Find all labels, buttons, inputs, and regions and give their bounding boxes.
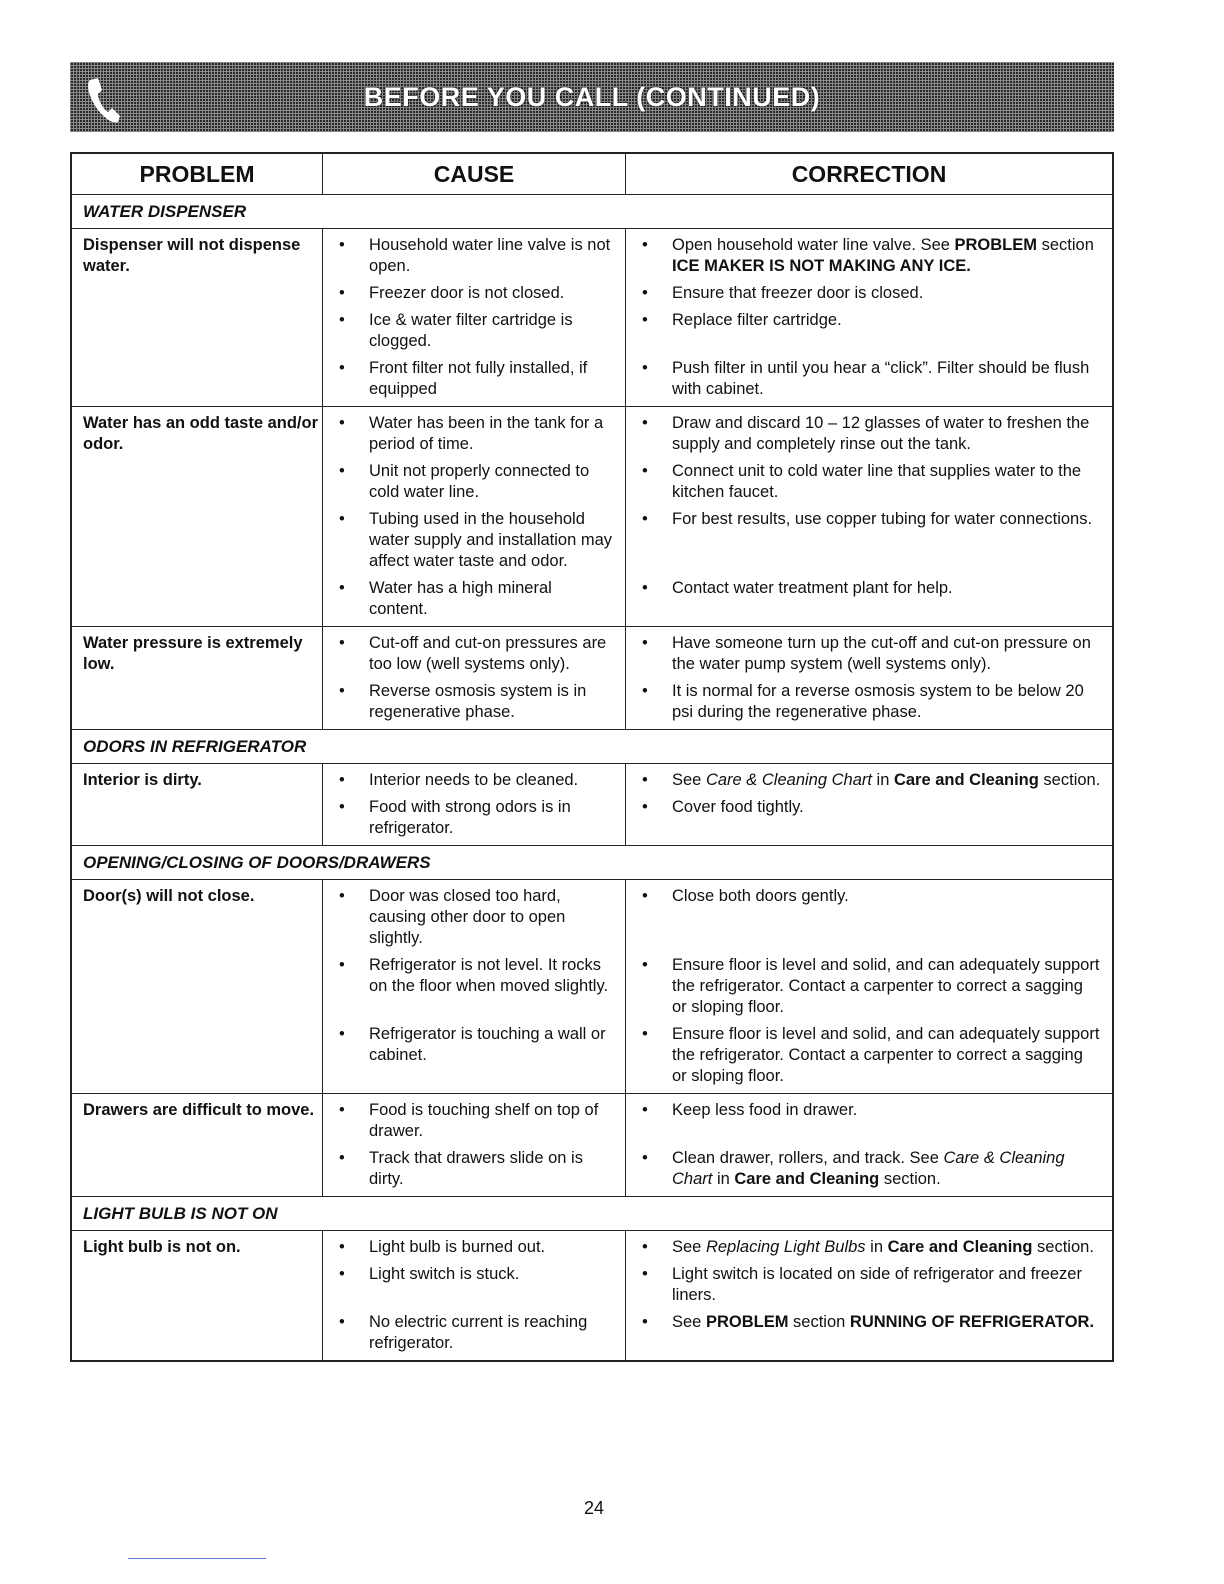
bullet-icon: • [339,462,345,480]
table-row [72,880,1112,1094]
table-row [72,1231,1112,1360]
troubleshooting-table [70,152,1114,1362]
correction-text: section [788,1313,850,1331]
cause-item [322,352,625,406]
cause-correction-pair [322,1018,1112,1093]
cause-correction-pair [322,503,1112,572]
correction-item [625,880,1112,949]
table-row [72,229,1112,407]
section-title: LIGHT BULB IS NOT ON [72,1197,1112,1231]
cause-correction-pair [322,572,1112,626]
cause-correction-pair [322,1258,1112,1306]
correction-text: Clean drawer, rollers, and track. See [672,1149,944,1167]
correction-text: Close both doors gently. [672,887,849,905]
bullet-icon: • [642,887,648,905]
correction-text: in [871,771,894,789]
correction-text: Ensure floor is level and solid, and can adequately support the refrigerator. Contact a carpenter to correct a sagging or sloping floor. [672,956,1100,1016]
cause-correction-list [322,1231,1112,1360]
cause-correction-list [322,627,1112,729]
table-header [72,154,1112,195]
correction-item [625,675,1112,729]
cause-item [322,503,625,572]
bullet-icon: • [642,1149,648,1167]
correction-item [625,949,1112,1018]
bullet-icon: • [339,236,345,254]
cause-item [322,304,625,352]
bullet-icon: • [339,887,345,905]
bullet-icon: • [339,1238,345,1256]
bullet-icon: • [642,284,648,302]
correction-text: Care and Cleaning [734,1170,880,1188]
correction-item [625,304,1112,352]
cause-correction-pair [322,455,1112,503]
correction-item [625,1231,1112,1258]
correction-item [625,455,1112,503]
bullet-icon: • [642,956,648,974]
cause-correction-list [322,229,1112,406]
cause-correction-pair [322,304,1112,352]
correction-item [625,277,1112,304]
correction-text: It is normal for a reverse osmosis system to be below 20 psi during the regenerative phase. [672,682,1084,721]
section-title: ODORS IN REFRIGERATOR [72,730,1112,764]
correction-text: Connect unit to cold water line that supplies water to the kitchen faucet. [672,462,1082,501]
bullet-icon: • [642,236,648,254]
correction-text: Cover food tightly. [672,798,804,816]
correction-item [625,791,1112,845]
correction-text: section. [1032,1238,1094,1256]
bullet-icon: • [642,1025,648,1043]
correction-text: Replacing Light Bulbs [705,1238,866,1256]
cause-correction-pair [322,1231,1112,1258]
cause-correction-list [322,764,1112,845]
cause-item [322,949,625,1018]
cause-item [322,791,625,845]
correction-text: RUNNING OF REFRIGERATOR. [849,1313,1095,1331]
correction-item [625,229,1112,277]
section-title: OPENING/CLOSING OF DOORS/DRAWERS [72,846,1112,880]
bullet-icon: • [642,414,648,432]
cause-correction-pair [322,791,1112,845]
bullet-icon: • [339,1265,345,1283]
bullet-icon: • [339,771,345,789]
cause-correction-pair [322,352,1112,406]
cause-text: Cut-off and cut-on pressures are too low (well systems only). [369,634,607,673]
correction-text: Light switch is located on side of refrigerator and freezer liners. [672,1265,1082,1304]
cause-correction-pair [322,1306,1112,1360]
cause-correction-list [322,407,1112,626]
correction-item [625,1306,1112,1360]
bullet-icon: • [339,284,345,302]
correction-text: PROBLEM [954,236,1038,254]
bullet-icon: • [339,1025,345,1043]
correction-item [625,1094,1112,1142]
cause-text: Front filter not fully installed, if equipped [369,359,588,398]
bullet-icon: • [339,359,345,377]
cause-text: Reverse osmosis system is in regenerative phase. [369,682,587,721]
problem-text: Interior is dirty. [83,771,202,789]
header-correction: CORRECTION [625,154,1112,194]
phone-icon [84,70,124,126]
bullet-icon: • [339,311,345,329]
cause-text: Household water line valve is not open. [369,236,611,275]
cause-text: Door was closed too hard, causing other door to open slightly. [369,887,566,947]
table-body [72,195,1112,1360]
correction-text: See [672,1313,706,1331]
cause-correction-pair [322,880,1112,949]
bullet-icon: • [339,634,345,652]
problem-text: Water pressure is extremely low. [83,634,303,673]
cause-correction-list [322,880,1112,1093]
correction-text: section [1037,236,1094,254]
correction-item [625,572,1112,626]
bullet-icon: • [642,1238,648,1256]
problem-text: Water has an odd taste and/or odor. [83,414,319,453]
cause-item [322,572,625,626]
cause-text: Refrigerator is touching a wall or cabinet. [369,1025,606,1064]
section-title: WATER DISPENSER [72,195,1112,229]
cause-text: Light bulb is burned out. [369,1238,546,1256]
correction-item [625,764,1112,791]
correction-text: For best results, use copper tubing for water connections. [672,510,1093,528]
cause-correction-pair [322,627,1112,675]
cause-item [322,675,625,729]
bullet-icon: • [339,956,345,974]
bullet-icon: • [642,462,648,480]
correction-item [625,503,1112,572]
correction-item [625,627,1112,675]
cause-item [322,627,625,675]
bullet-icon: • [642,579,648,597]
cause-text: Food with strong odors is in refrigerator. [369,798,571,837]
table-row [72,764,1112,846]
bullet-icon: • [339,1101,345,1119]
bullet-icon: • [642,798,648,816]
cause-correction-pair [322,949,1112,1018]
correction-text: Draw and discard 10 – 12 glasses of water to freshen the supply and completely rinse out the tank. [672,414,1090,453]
cause-correction-pair [322,1142,1112,1196]
cause-item [322,1018,625,1093]
cause-text: Track that drawers slide on is dirty. [369,1149,583,1188]
cause-correction-pair [322,1094,1112,1142]
table-row [72,1094,1112,1197]
bullet-icon: • [642,682,648,700]
bullet-icon: • [642,311,648,329]
correction-text: Have someone turn up the cut-off and cut-on pressure on the water pump system (well systems only). [672,634,1091,673]
problem-text: Door(s) will not close. [83,887,255,905]
correction-item [625,1018,1112,1093]
correction-text: See [672,771,706,789]
cause-item [322,1231,625,1258]
correction-text: Replace filter cartridge. [672,311,842,329]
correction-text: in [865,1238,888,1256]
correction-text: See [672,1238,706,1256]
correction-item [625,1258,1112,1306]
correction-text: Open household water line valve. See [672,236,955,254]
correction-text: PROBLEM [705,1313,789,1331]
section-banner [70,62,1114,132]
bullet-icon: • [339,682,345,700]
cause-correction-pair [322,407,1112,455]
bullet-icon: • [339,798,345,816]
page-number: 24 [583,1498,605,1518]
cause-text: Ice & water filter cartridge is clogged. [369,311,573,350]
bullet-icon: • [642,1313,648,1331]
correction-item [625,407,1112,455]
cause-text: Unit not properly connected to cold water line. [369,462,590,501]
bullet-icon: • [339,1149,345,1167]
bullet-icon: • [339,579,345,597]
cause-item [322,880,625,949]
cause-text: Refrigerator is not level. It rocks on the floor when moved slightly. [369,956,609,995]
header-problem: PROBLEM [139,160,255,187]
table-row [72,407,1112,627]
correction-text: Keep less food in drawer. [672,1101,858,1119]
bullet-icon: • [642,359,648,377]
header-cause: CAUSE [322,154,625,194]
cause-item [322,1094,625,1142]
cause-item [322,1306,625,1360]
correction-text: Care & Cleaning Chart [672,1149,1065,1188]
correction-text: ICE MAKER IS NOT MAKING ANY ICE. [672,257,971,275]
bullet-icon: • [642,1265,648,1283]
bullet-icon: • [642,1101,648,1119]
cause-correction-pair [322,675,1112,729]
bullet-icon: • [339,414,345,432]
correction-text: section. [879,1170,941,1188]
cause-item [322,1258,625,1306]
bullet-icon: • [339,1313,345,1331]
cause-text: Food is touching shelf on top of drawer. [369,1101,599,1140]
cause-text: Water has a high mineral content. [369,579,552,618]
problem-text: Light bulb is not on. [83,1238,241,1256]
cause-item [322,1142,625,1196]
banner-title: BEFORE YOU CALL (CONTINUED) [363,81,821,112]
correction-text: Care and Cleaning [887,1238,1033,1256]
bullet-icon: • [642,771,648,789]
cause-text: Light switch is stuck. [369,1265,520,1283]
correction-text: Ensure floor is level and solid, and can adequately support the refrigerator. Contact a carpenter to correct a sagging or sloping floor. [672,1025,1100,1085]
correction-item [625,1142,1112,1196]
cause-correction-pair [322,764,1112,791]
correction-text: section. [1038,771,1101,789]
cause-item [322,764,625,791]
bullet-icon: • [339,510,345,528]
cause-text: Water has been in the tank for a period of time. [369,414,604,453]
bullet-icon: • [642,634,648,652]
correction-text: Ensure that freezer door is closed. [672,284,924,302]
correction-text: Push filter in until you hear a “click”. Filter should be flush with cabinet. [672,359,1090,398]
cause-correction-pair [322,277,1112,304]
correction-text: Contact water treatment plant for help. [672,579,953,597]
cause-correction-pair [322,229,1112,277]
cause-item [322,277,625,304]
problem-text: Drawers are difficult to move. [83,1101,315,1119]
cause-text: Freezer door is not closed. [369,284,565,302]
problem-text: Dispenser will not dispense water. [83,236,301,275]
cause-text: No electric current is reaching refrigerator. [369,1313,588,1352]
correction-item [625,352,1112,406]
divider [128,1558,266,1559]
cause-text: Tubing used in the household water supply and installation may affect water taste and odor. [369,510,613,570]
bullet-icon: • [642,510,648,528]
correction-text: in [712,1170,735,1188]
correction-text: Care & Cleaning Chart [705,771,872,789]
cause-item [322,407,625,455]
cause-correction-list [322,1094,1112,1196]
table-row [72,627,1112,730]
cause-item [322,229,625,277]
cause-item [322,455,625,503]
correction-text: Care and Cleaning [893,771,1039,789]
cause-text: Interior needs to be cleaned. [369,771,579,789]
